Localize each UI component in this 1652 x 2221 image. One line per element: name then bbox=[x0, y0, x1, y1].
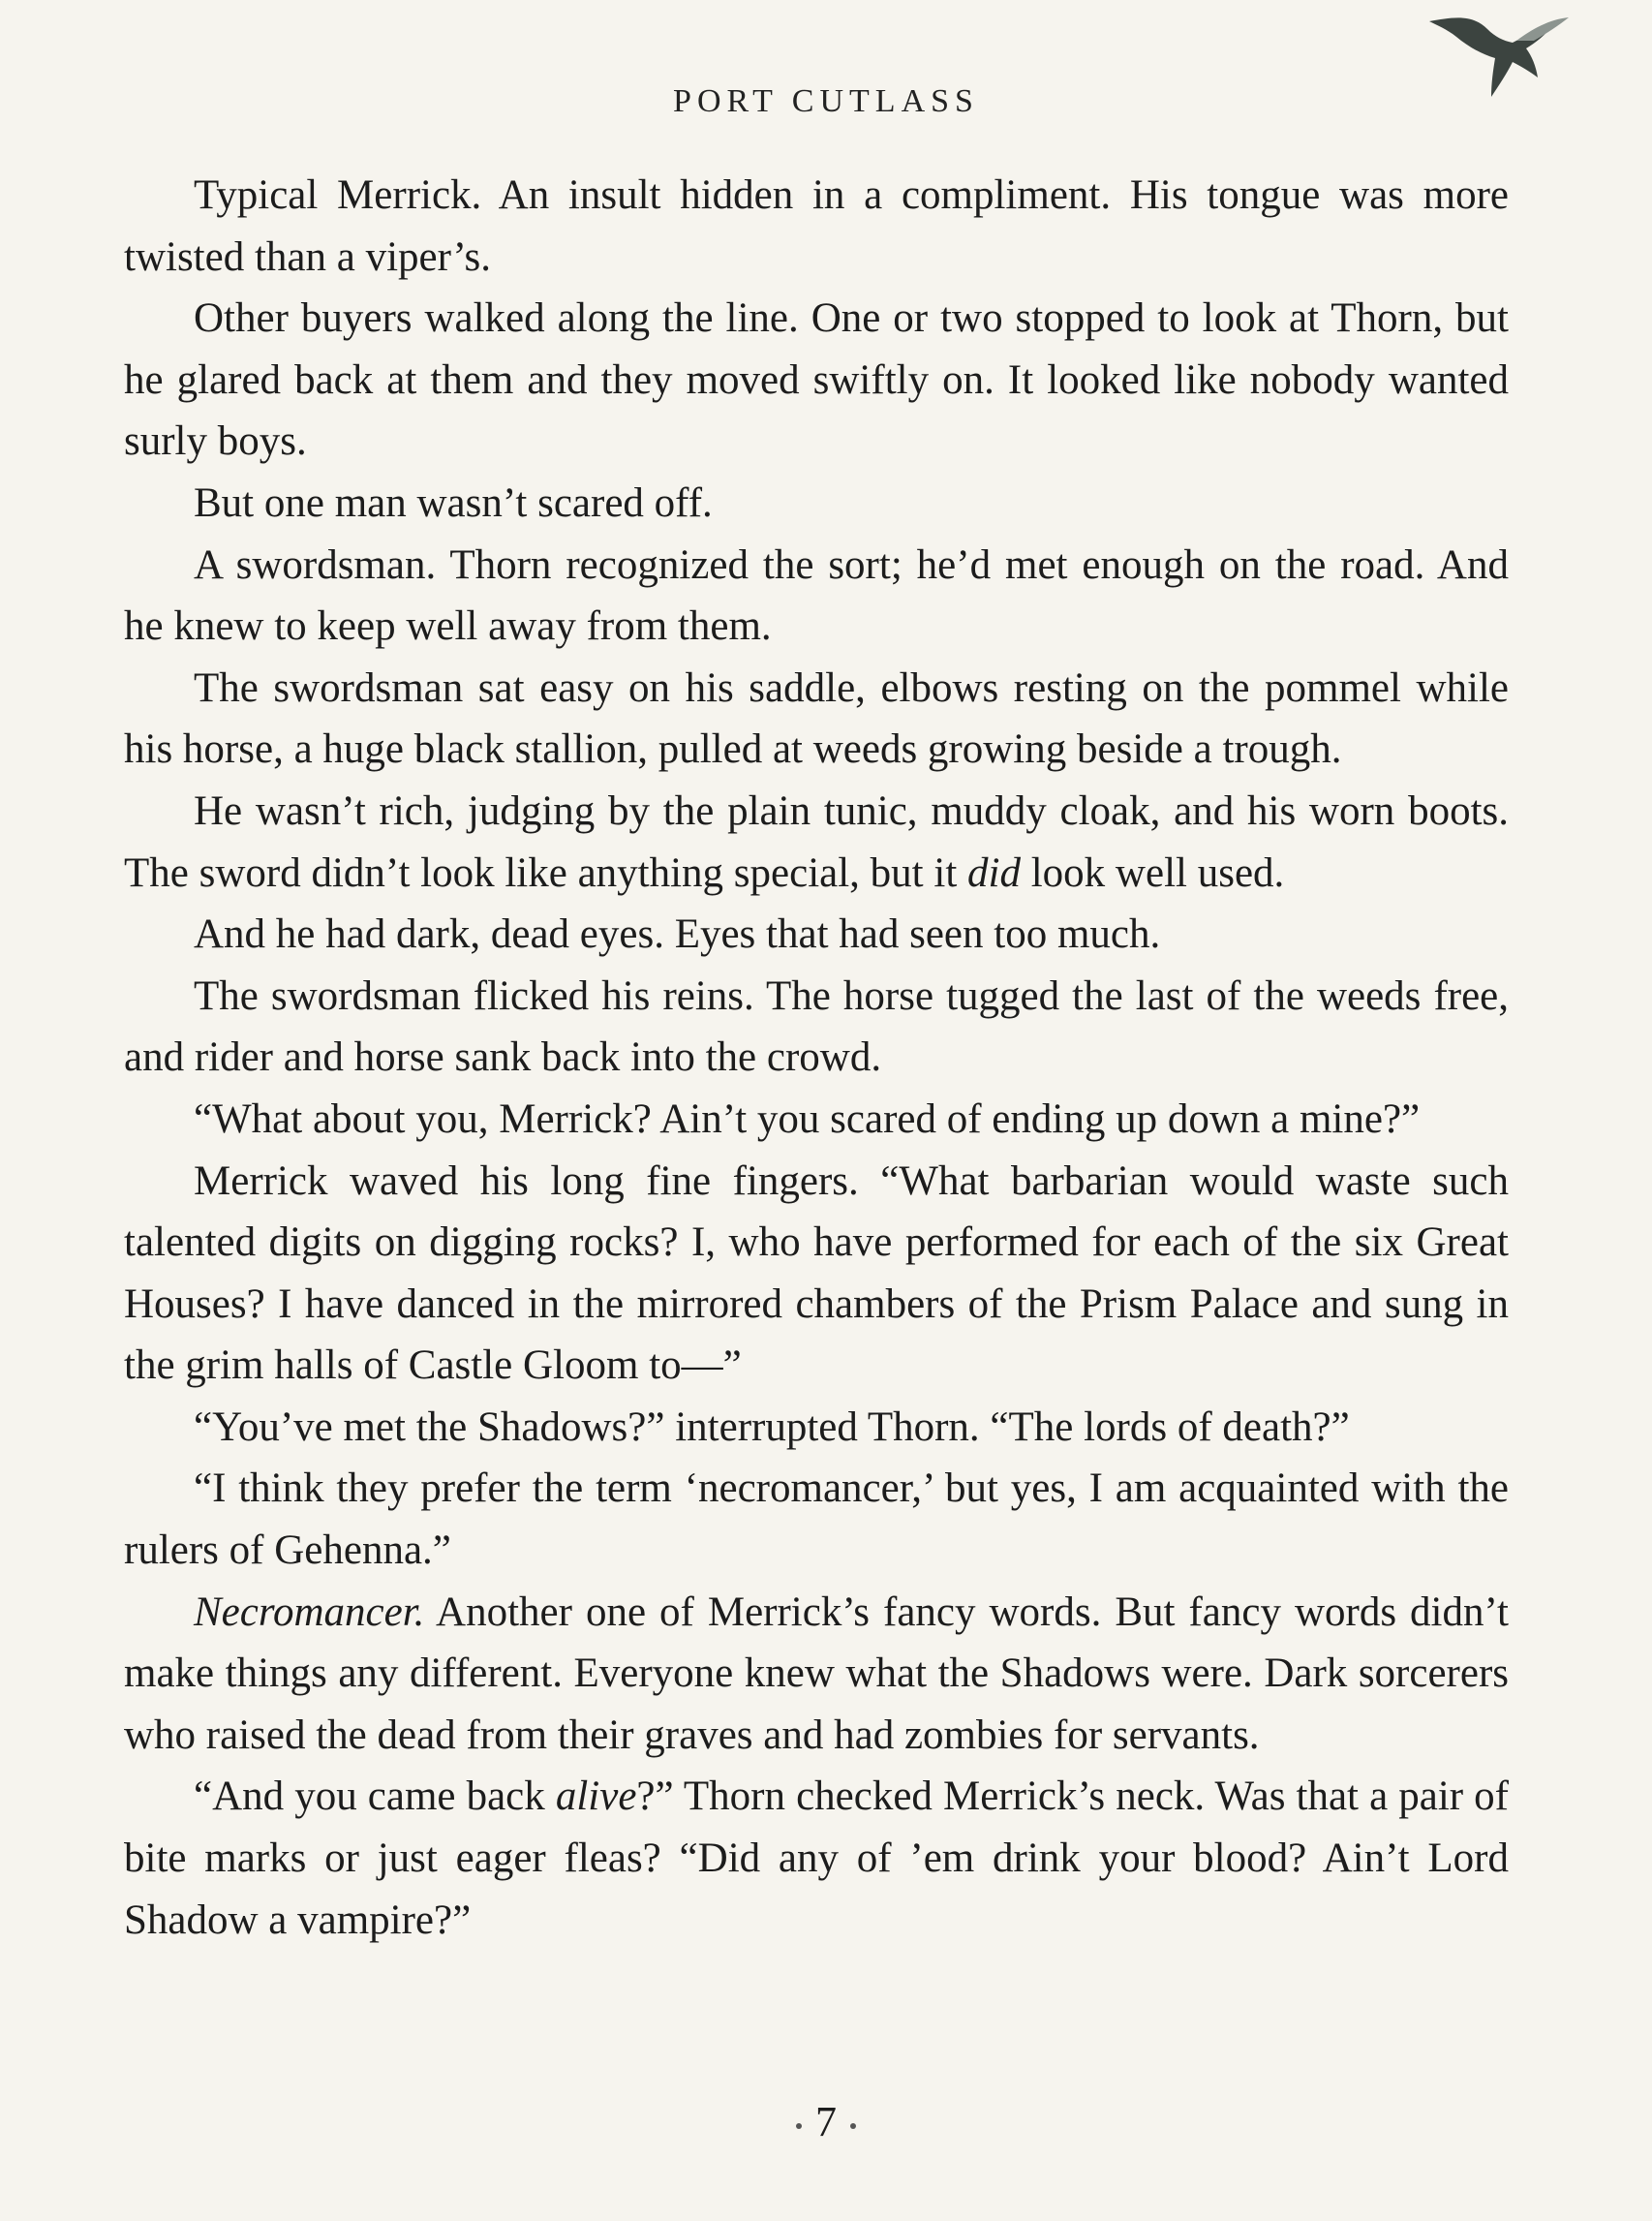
paragraph: “You’ve met the Shadows?” interrupted Thorn. “The lords of death?” bbox=[194, 1404, 1350, 1450]
paragraph: “And you came back alive?” Thorn checked Merrick’s neck. Was that a pair of bite marks or just eager fleas? “Did any of ’em drink your blood? Ain’t Lord Shadow a vampire?” bbox=[124, 1774, 1509, 1943]
bird-icon bbox=[1423, 8, 1578, 105]
page-number bbox=[0, 2097, 1652, 2146]
emphasis: alive bbox=[555, 1774, 637, 1820]
emphasis: did bbox=[967, 849, 1021, 896]
paragraph: The swordsman sat easy on his saddle, elbows resting on the pommel while his horse, a huge black stallion, pulled at weeds growing beside a trough. bbox=[124, 664, 1509, 773]
paragraph: Merrick waved his long fine fingers. “What barbarian would waste such talented digits on digging rocks? I, who have performed for each of the six Great Houses? I have danced in the mirrored chambers of the Prism Palace and sung in the grim halls of Castle Gloom to—” bbox=[124, 1157, 1509, 1389]
emphasis: Necromancer. bbox=[194, 1589, 425, 1635]
paragraph: He wasn’t rich, judging by the plain tunic, muddy cloak, and his worn boots. The sword didn’t look like anything special, but it did look well used. bbox=[124, 787, 1509, 896]
paragraph: “What about you, Merrick? Ain’t you scared of ending up down a mine?” bbox=[194, 1095, 1421, 1142]
paragraph: Typical Merrick. An insult hidden in a compliment. His tongue was more twisted than a viper’s. bbox=[124, 172, 1509, 280]
paragraph: But one man wasn’t scared off. bbox=[194, 479, 713, 526]
page-number-text: 7 bbox=[815, 2098, 837, 2145]
running-head: PORT CUTLASS bbox=[673, 83, 979, 119]
paragraph: “I think they prefer the term ‘necromancer,’ but yes, I am acquainted with the rulers of Gehenna.” bbox=[124, 1465, 1509, 1574]
paragraph: The swordsman flicked his reins. The horse tugged the last of the weeds free, and rider and horse sank back into the crowd. bbox=[124, 972, 1509, 1081]
paragraph: Necromancer. Another one of Merrick’s fancy words. But fancy words didn’t make things any different. Everyone knew what the Shadows were. Dark sorcerers who raised the dead from their graves and had zombies for servants. bbox=[124, 1589, 1509, 1758]
paragraph: Other buyers walked along the line. One or two stopped to look at Thorn, but he glared back at them and they moved swiftly on. It looked like nobody wanted surly boys. bbox=[124, 295, 1509, 465]
paragraph: A swordsman. Thorn recognized the sort; he’d met enough on the road. And he knew to keep well away from them. bbox=[124, 541, 1509, 650]
paragraph: And he had dark, dead eyes. Eyes that had seen too much. bbox=[194, 911, 1161, 958]
folio-dot-right bbox=[850, 2123, 856, 2129]
body-text bbox=[124, 165, 1509, 1951]
folio-dot-left bbox=[796, 2123, 802, 2129]
